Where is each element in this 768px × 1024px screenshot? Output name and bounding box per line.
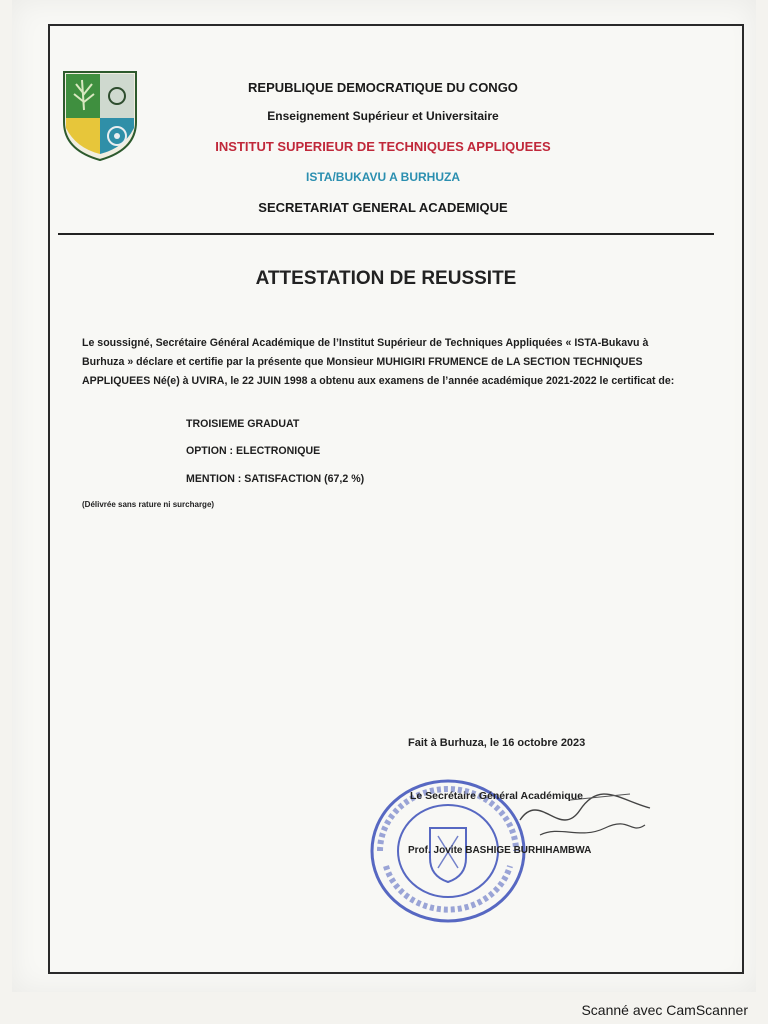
institute-heading: INSTITUT SUPERIEUR DE TECHNIQUES APPLIQUEES <box>215 139 551 154</box>
signatory-title: Le Secrétaire Général Académique <box>410 790 583 802</box>
issuance-note: (Délivrée sans rature ni surcharge) <box>82 500 215 509</box>
document-title: ATTESTATION DE REUSSITE <box>255 268 517 289</box>
place-and-date: Fait à Burhuza, le 16 octobre 2023 <box>408 737 586 749</box>
department-heading: SECRETARIAT GENERAL ACADEMIQUE <box>258 200 508 215</box>
scanner-watermark: Scanné avec CamScanner <box>581 1002 748 1018</box>
ministry-heading: Enseignement Supérieur et Universitaire <box>267 109 499 123</box>
signatory-name: Prof. Jovite BASHIGE BURHIHAMBWA <box>408 845 592 856</box>
header-divider <box>58 233 714 235</box>
certificate-level: TROISIEME GRADUAT <box>186 418 300 430</box>
campus-heading: ISTA/BUKAVU A BURHUZA <box>306 170 460 184</box>
institute-logo <box>62 70 138 162</box>
certificate-option: OPTION : ELECTRONIQUE <box>186 445 321 457</box>
certification-paragraph: Le soussigné, Secrétaire Général Académique de l’Institut Supérieur de Techniques Appliquées « ISTA-Bukavu à Burhuza » déclare et certifie par la présente que Monsieur MUHIGIRI FRUMENCE de LA SECTION TECHNIQUES APPLIQUEES Né(e) à UVIRA, le 22 JUIN 1998 a obtenu aux examens de l’année académique 2021-2022 le certificat de: <box>82 337 675 387</box>
certificate-mention: MENTION : SATISFACTION (67,2 %) <box>186 473 365 485</box>
republic-heading: REPUBLIQUE DEMOCRATIQUE DU CONGO <box>248 80 518 95</box>
